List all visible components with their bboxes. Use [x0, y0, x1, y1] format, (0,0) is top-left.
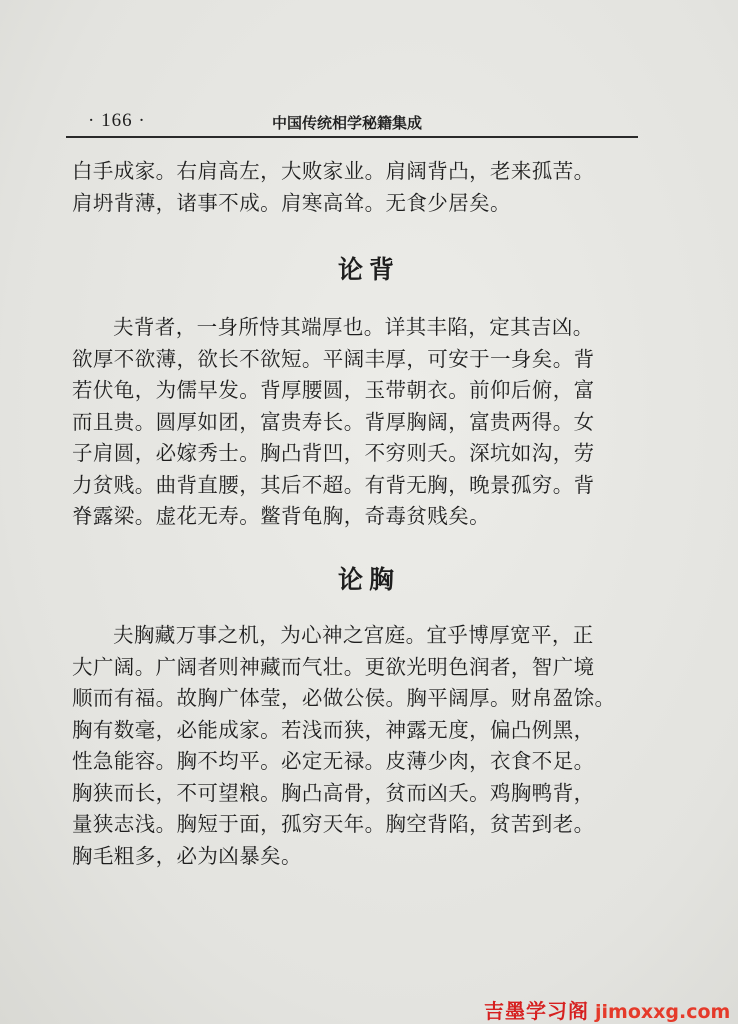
- text-line: 胸毛粗多，必为凶暴矣。: [72, 843, 302, 868]
- text-line: 肩坍背薄，诸事不成。肩寒高耸。无食少居矣。: [72, 190, 511, 215]
- section-title-chest: 论胸: [337, 565, 400, 594]
- text-line: 子肩圆，必嫁秀士。胸凸背凹，不穷则夭。深坑如沟，劳: [72, 441, 595, 465]
- text-line: 力贫贱。曲背直腰，其后不超。有背无胸，晚景孤穷。背: [72, 472, 595, 497]
- text-line: 欲厚不欲薄，欲长不欲短。平阔丰厚，可安于一身矣。背: [72, 346, 595, 371]
- text-line: 若伏龟，为儒早发。背厚腰圆，玉带朝衣。前仰后俯，富: [72, 378, 595, 402]
- text-line: 夫胸藏万事之机，为心神之宫庭。宜乎博厚宽平，正: [113, 623, 594, 647]
- page-number: · 166 ·: [88, 110, 146, 131]
- text-line: 脊露梁。虚花无寿。鳖背龟胸，奇毒贫贱矣。: [72, 504, 490, 528]
- text-line: 顺而有福。故胸广体莹，必做公侯。胸平阔厚。财帛盈馀。: [72, 686, 616, 710]
- running-title: 中国传统相学秘籍集成: [272, 114, 423, 132]
- text-line: 量狭志浅。胸短于面，孤穷天年。胸空背陷，贫苦到老。: [72, 812, 595, 836]
- watermark-domain: jimoxxg.com: [595, 1001, 731, 1023]
- text-line: 白手成家。右肩高左，大败家业。肩阔背凸，老来孤苦。: [72, 159, 595, 183]
- section-title-back: 论背: [337, 255, 400, 284]
- text-line: 性急能容。胸不均平。必定无禄。皮薄少肉，衣食不足。: [72, 749, 595, 773]
- text-line: 胸有数毫，必能成家。若浅而狭，神露无度，偏凸例黑，: [72, 717, 595, 742]
- text-line: 夫背者，一身所恃其端厚也。详其丰陷，定其吉凶。: [113, 315, 594, 339]
- text-line: 胸狭而长，不可望粮。胸凸高骨，贫而凶夭。鸡胸鸭背，: [72, 780, 595, 805]
- section-paragraph-back: [72, 312, 644, 533]
- watermark-chinese: 吉墨学习阁: [484, 999, 589, 1023]
- intro-paragraph: [72, 156, 644, 219]
- site-watermark: [484, 995, 730, 1021]
- text-line: 而且贵。圆厚如团，富贵寿长。背厚胸阔，富贵两得。女: [72, 409, 595, 434]
- section-paragraph-chest: [72, 620, 644, 872]
- header-rule: [66, 136, 638, 138]
- text-line: 大广阔。广阔者则神藏而气壮。更欲光明色润者，智广境: [72, 654, 595, 679]
- page-header: [66, 110, 638, 136]
